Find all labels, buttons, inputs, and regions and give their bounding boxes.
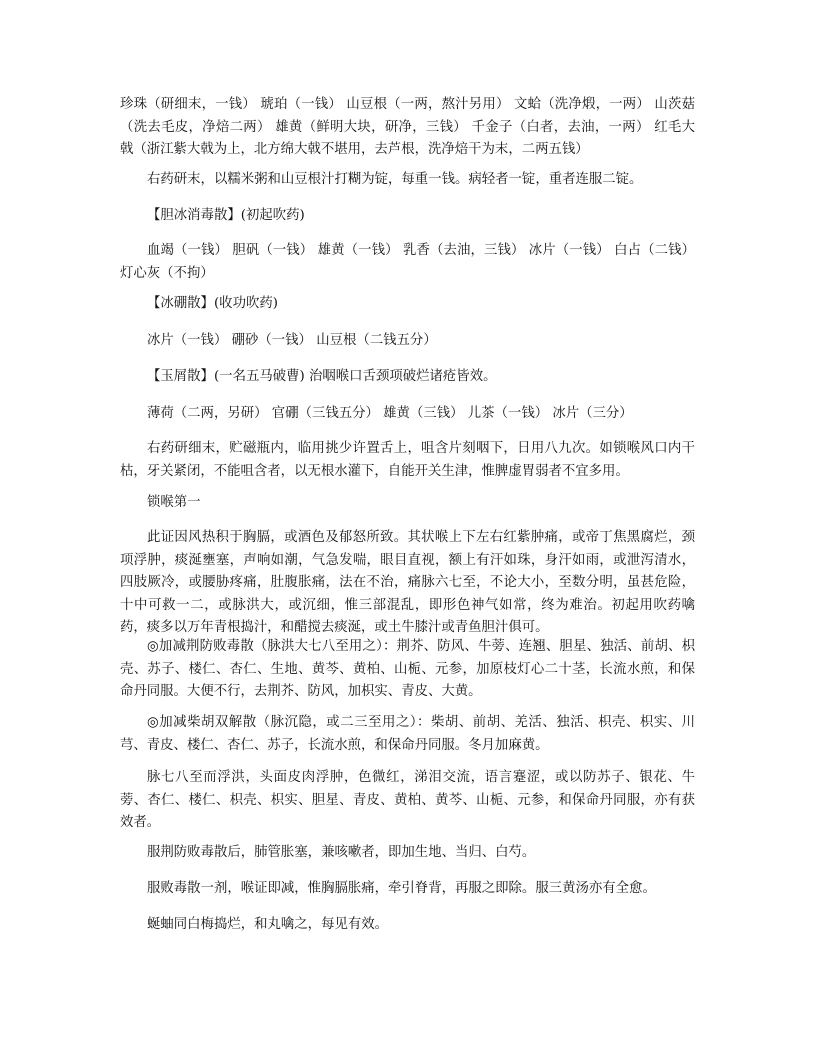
treatment-paragraph: 服荆防败毒散后，肺管胀塞，兼咳嗽者，即加生地、当归、白芍。	[147, 845, 536, 860]
usage-paragraph: 右药研细末，贮磁瓶内，临用挑少许置舌上，咀含片刻咽下，日用八九次。如锁喉风口内干枯，牙关紧闭，不能咀含者，以无根水灌下，自能开关生津，惟脾虚胃弱者不宜多用。	[120, 441, 695, 479]
formula-heading-yuxie: 【玉屑散】(一名五马破曹) 治咽喉口舌颈项破烂诸疮皆效。	[147, 369, 497, 384]
section-heading-suohou: 锁喉第一	[147, 495, 201, 510]
formula-heading-danbing: 【胆冰消毒散】(初起吹药)	[147, 208, 305, 223]
description-paragraph: 此证因风热积于胸膈，或酒色及郁怒所致。其状喉上下左右红紫肿痛，或帝丁焦黑腐烂，颈项浮肿，痰涎壅塞，声响如潮，气急发喘，眼目直视，额上有汗如珠，身汗如雨，或泄泻清水，四肢厥冷，或腰胁疼痛，肚腹胀痛，法在不治，痛脉六七至，不论大小，至数分明，虽甚危险，十中可救一二，或脉洪大，或沉细，惟三部混乱，即形色神气如常，终为难治。初起用吹药噙药，痰多以万年青根捣汁，和醋搅去痰涎，或土牛膝汁或青鱼胆汁俱可。	[120, 530, 695, 635]
prescription-paragraph: ◎加减荆防败毒散（脉洪大七八至用之）：荆芥、防风、牛蒡、连翘、胆星、独活、前胡、枳壳、苏子、楼仁、杏仁、生地、黄芩、黄柏、山栀、元参，加原枝灯心二十茎，长流水煎，和保命丹同服。大便不行，去荆芥、防风，加枳实、青皮、大黄。	[120, 639, 695, 699]
treatment-paragraph: 脉七八至而浮洪，头面皮肉浮肿，色微红，涕泪交流，语言蹇涩，或以防苏子、银花、牛蒡、杏仁、楼仁、枳壳、枳实、胆星、青皮、黄柏、黄芩、山栀、元参，和保命丹同服，亦有获效者。	[120, 770, 695, 830]
treatment-paragraph: 服败毒散一剂，喉证即减，惟胸膈胀痛，牵引脊背，再服之即除。服三黄汤亦有全愈。	[147, 881, 656, 896]
ingredient-list-paragraph: 珍珠（研细末，一钱） 琥珀（一钱） 山豆根（一两，熬汁另用） 文蛤（洗净煅，一两） 山茨菇（洗去毛皮，净焙二两） 雄黄（鲜明大块，研净，三钱） 千金子（白者，去油，一两） 红毛大戟（浙江紫大戟为上，北方绵大戟不堪用，去芦根，洗净焙干为末，二两五钱）	[120, 97, 695, 157]
formula-heading-bingpeng: 【冰硼散】(收功吹药)	[147, 296, 278, 311]
treatment-paragraph: 蜒蚰同白梅捣烂，和丸噙之，每见有效。	[147, 917, 389, 932]
ingredient-list-paragraph: 血竭（一钱） 胆矾（一钱） 雄黄（一钱） 乳香（去油，三钱） 冰片（一钱） 白占（二钱） 灯心灰（不拘）	[120, 243, 695, 281]
preparation-paragraph: 右药研末，以糯米粥和山豆根汁打糊为锭，每重一钱。病轻者一锭，重者连服二锭。	[147, 172, 643, 187]
prescription-paragraph: ◎加减柴胡双解散（脉沉隐，或二三至用之）：柴胡、前胡、羌活、独活、枳壳、枳实、川芎、青皮、楼仁、杏仁、苏子，长流水煎，和保命丹同服。冬月加麻黄。	[120, 715, 695, 753]
ingredient-list-paragraph: 薄荷（二两，另研） 官硼（三钱五分） 雄黄（三钱） 儿茶（一钱） 冰片（三分）	[147, 406, 633, 421]
ingredient-list-paragraph: 冰片（一钱） 硼砂（一钱） 山豆根（二钱五分）	[147, 333, 437, 348]
